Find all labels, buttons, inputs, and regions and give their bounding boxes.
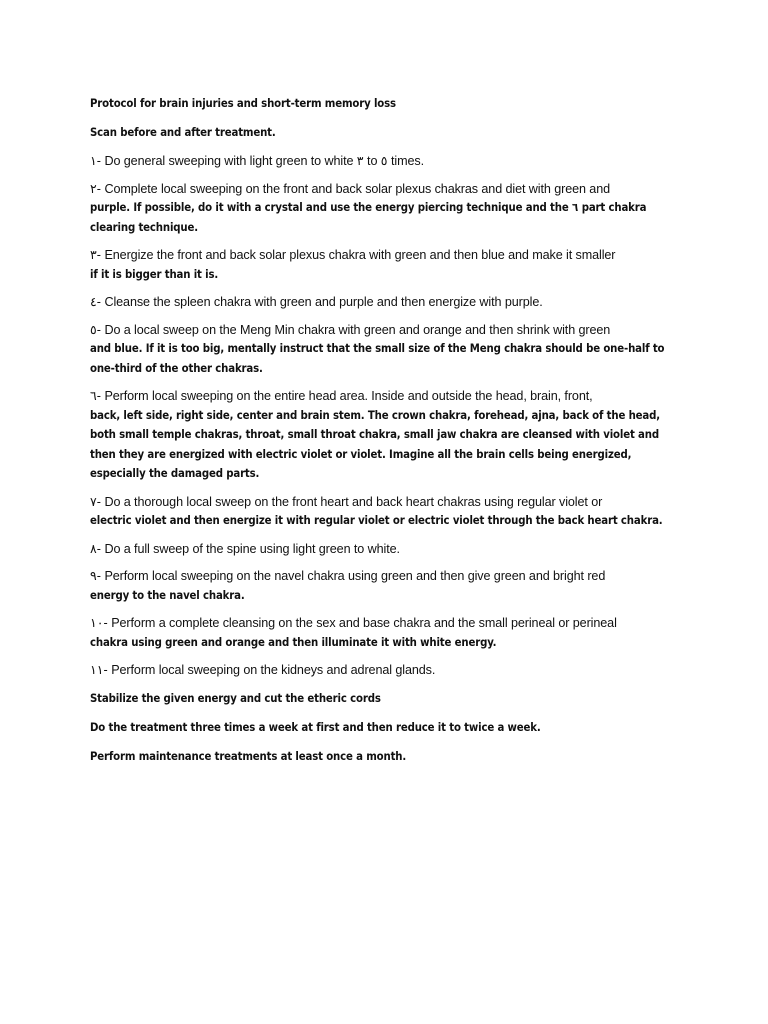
step-lead: ١٠- Perform a complete cleansing on the sex and base chakra and the small perineal or perineal xyxy=(90,616,617,630)
step-lead: ٨- Do a full sweep of the spine using light green to white. xyxy=(90,541,400,556)
intro-line: Scan before and after treatment. xyxy=(90,126,276,139)
step-3 xyxy=(90,246,680,284)
step-5 xyxy=(90,321,680,379)
step-7 xyxy=(90,493,680,531)
step-lead: ٣- Energize the front and back solar plexus chakra with green and then blue and make it smaller xyxy=(90,248,616,262)
step-continuation: electric violet and then energize it with regular violet or electric violet through the back heart chakra. xyxy=(90,514,663,527)
step-lead: ٦- Perform local sweeping on the entire head area. Inside and outside the head, brain, front, xyxy=(90,389,593,403)
closing-line-3: Perform maintenance treatments at least once a month. xyxy=(90,749,407,763)
step-4 xyxy=(90,293,680,312)
step-8 xyxy=(90,540,680,559)
step-lead: ٩- Perform local sweeping on the navel chakra using green and then give green and bright red xyxy=(90,569,606,583)
step-continuation: purple. If possible, do it with a crystal and use the energy piercing technique and the ٦ part chakra clearing technique. xyxy=(90,201,647,234)
closing-line-1: Stabilize the given energy and cut the etheric cords xyxy=(90,691,381,705)
closing-line-2: Do the treatment three times a week at first and then reduce it to twice a week. xyxy=(90,720,541,734)
step-1 xyxy=(90,152,680,171)
step-10 xyxy=(90,614,680,652)
step-lead: ١١- Perform local sweeping on the kidneys and adrenal glands. xyxy=(90,663,436,677)
step-continuation: chakra using green and orange and then illuminate it with white energy. xyxy=(90,635,497,649)
step-lead: ٧- Do a thorough local sweep on the front heart and back heart chakras using regular violet or xyxy=(90,494,603,509)
step-continuation: back, left side, right side, center and brain stem. The crown chakra, forehead, ajna, back of the head, both small temple chakras, throat, small throat chakra, small jaw chakra are cleansed with violet and then they are energized with electric violet or violet. Imagine all the brain cells being energized, especially the damaged parts. xyxy=(90,408,660,480)
step-2 xyxy=(90,180,680,238)
step-continuation: energy to the navel chakra. xyxy=(90,588,245,602)
step-continuation: if it is bigger than it is. xyxy=(90,267,219,281)
step-lead: ١- Do general sweeping with light green to white ٣ to ٥ times. xyxy=(90,154,425,168)
step-6 xyxy=(90,387,680,484)
step-9 xyxy=(90,567,680,605)
document-page xyxy=(90,94,680,776)
step-11 xyxy=(90,661,680,680)
document-title: Protocol for brain injuries and short-term memory loss xyxy=(90,97,396,110)
step-lead: ٥- Do a local sweep on the Meng Min chakra with green and orange and then shrink with green xyxy=(90,322,611,337)
step-lead: ٤- Cleanse the spleen chakra with green and purple and then energize with purple. xyxy=(90,295,543,309)
step-lead: ٢- Complete local sweeping on the front and back solar plexus chakras and diet with green and xyxy=(90,181,611,196)
step-continuation: and blue. If it is too big, mentally instruct that the small size of the Meng chakra should be one-half to one-third of the other chakras. xyxy=(90,342,665,375)
